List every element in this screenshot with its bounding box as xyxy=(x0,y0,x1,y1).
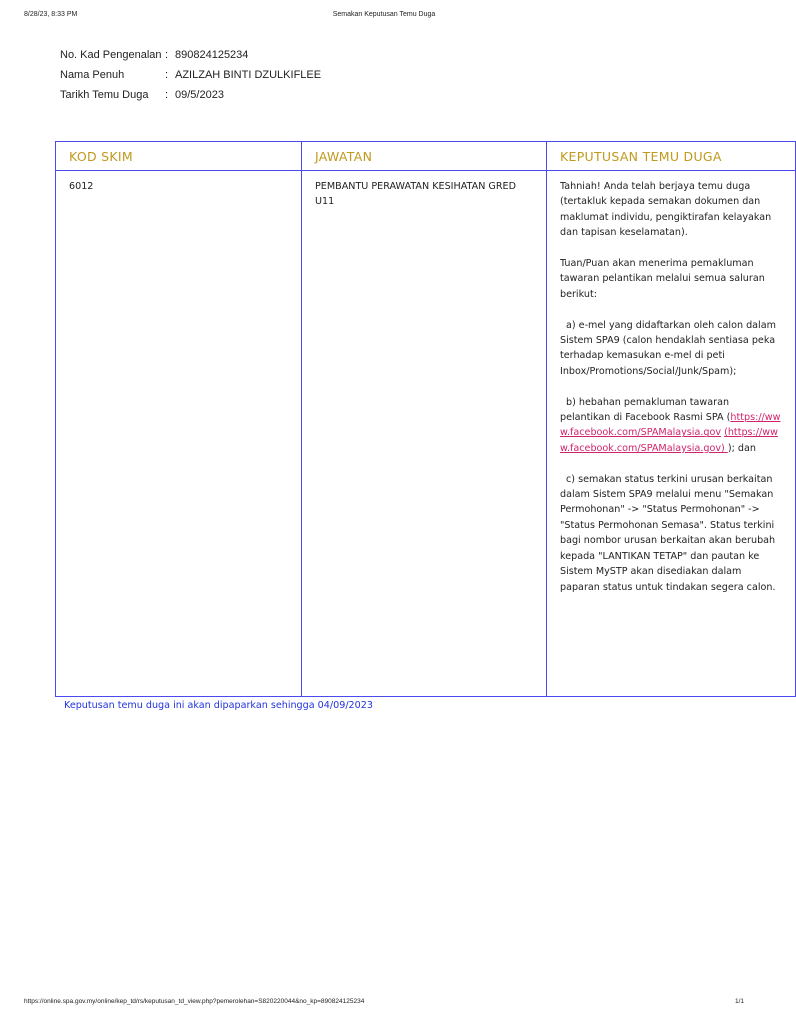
info-row-date xyxy=(60,85,321,105)
cell-kod-skim: 6012 xyxy=(56,171,302,697)
info-value-name: AZILZAH BINTI DZULKIFLEE xyxy=(175,69,322,81)
print-date: 8/28/23, 8:33 PM xyxy=(24,11,78,18)
keputusan-item-a: a) e-mel yang didaftarkan oleh calon dalam Sistem SPA9 (calon hendaklah sentiasa peka terhadap kemasukan e-mel di peti Inbox/Promotions/Social/Junk/Spam); xyxy=(560,319,776,377)
info-row-ic xyxy=(60,45,321,65)
keputusan-item-b xyxy=(560,395,782,457)
facebook-spa-link-2[interactable]: (https://www.facebook.com/SPAMalaysia.gov) xyxy=(560,427,778,454)
info-value-ic: 890824125234 xyxy=(175,49,249,61)
keputusan-paragraph-2: Tuan/Puan akan menerima pemakluman tawaran pelantikan melalui semua saluran berikut: xyxy=(560,258,765,300)
keputusan-paragraph-1: Tahniah! Anda telah berjaya temu duga (tertakluk kepada semakan dokumen dan maklumat individu, pengiktirafan kelayakan dan tapisan keselamatan). xyxy=(560,181,772,239)
cell-jawatan: PEMBANTU PERAWATAN KESIHATAN GRED U11 xyxy=(302,171,547,697)
item-b-text: b) hebahan pemakluman tawaran pelantikan di Facebook Rasmi SPA ( xyxy=(560,396,731,424)
info-label: Nama Penuh xyxy=(60,69,125,81)
item-b-end: ); dan xyxy=(727,442,756,454)
print-page-number: 1/1 xyxy=(734,998,744,1005)
table-header-row xyxy=(56,142,796,171)
info-colon: : xyxy=(165,49,169,61)
result-table xyxy=(55,141,796,697)
print-url: https://online.spa.gov.my/online/kep_td/rs/keputusan_td_view.php?pemerolehan=S820220044&no_kp=890824125234 xyxy=(24,998,365,1005)
info-colon: : xyxy=(165,89,169,101)
candidate-info xyxy=(60,45,321,105)
info-label: Tarikh Temu Duga xyxy=(60,89,149,101)
keputusan-item-c: c) semakan status terkini urusan berkaitan dalam Sistem SPA9 melalui menu "Semakan Permohonan" -> "Status Permohonan" -> "Status Permohonan Semasa". Status terkini bagi nombor urusan berkaitan akan berubah kepada "LANTIKAN TETAP" dan pautan ke Sistem MySTP akan disediakan dalam paparan status untuk tindakan segera calon. xyxy=(560,473,776,593)
display-until-note: Keputusan temu duga ini akan dipaparkan sehingga 04/09/2023 xyxy=(64,700,373,711)
print-page-title: Semakan Keputusan Temu Duga xyxy=(332,11,436,18)
facebook-spa-link[interactable]: https://www.facebook.com/SPAMalaysia.gov xyxy=(560,412,781,439)
table-row xyxy=(56,171,796,697)
info-colon: : xyxy=(165,69,169,81)
header-jawatan: JAWATAN xyxy=(302,142,547,171)
print-header xyxy=(24,11,744,23)
cell-keputusan xyxy=(547,171,796,697)
header-keputusan: KEPUTUSAN TEMU DUGA xyxy=(547,142,796,171)
info-label: No. Kad Pengenalan xyxy=(60,49,162,61)
header-kod-skim: KOD SKIM xyxy=(56,142,302,171)
info-row-name xyxy=(60,65,321,85)
print-footer xyxy=(24,998,744,1010)
info-value-date: 09/5/2023 xyxy=(175,89,224,101)
